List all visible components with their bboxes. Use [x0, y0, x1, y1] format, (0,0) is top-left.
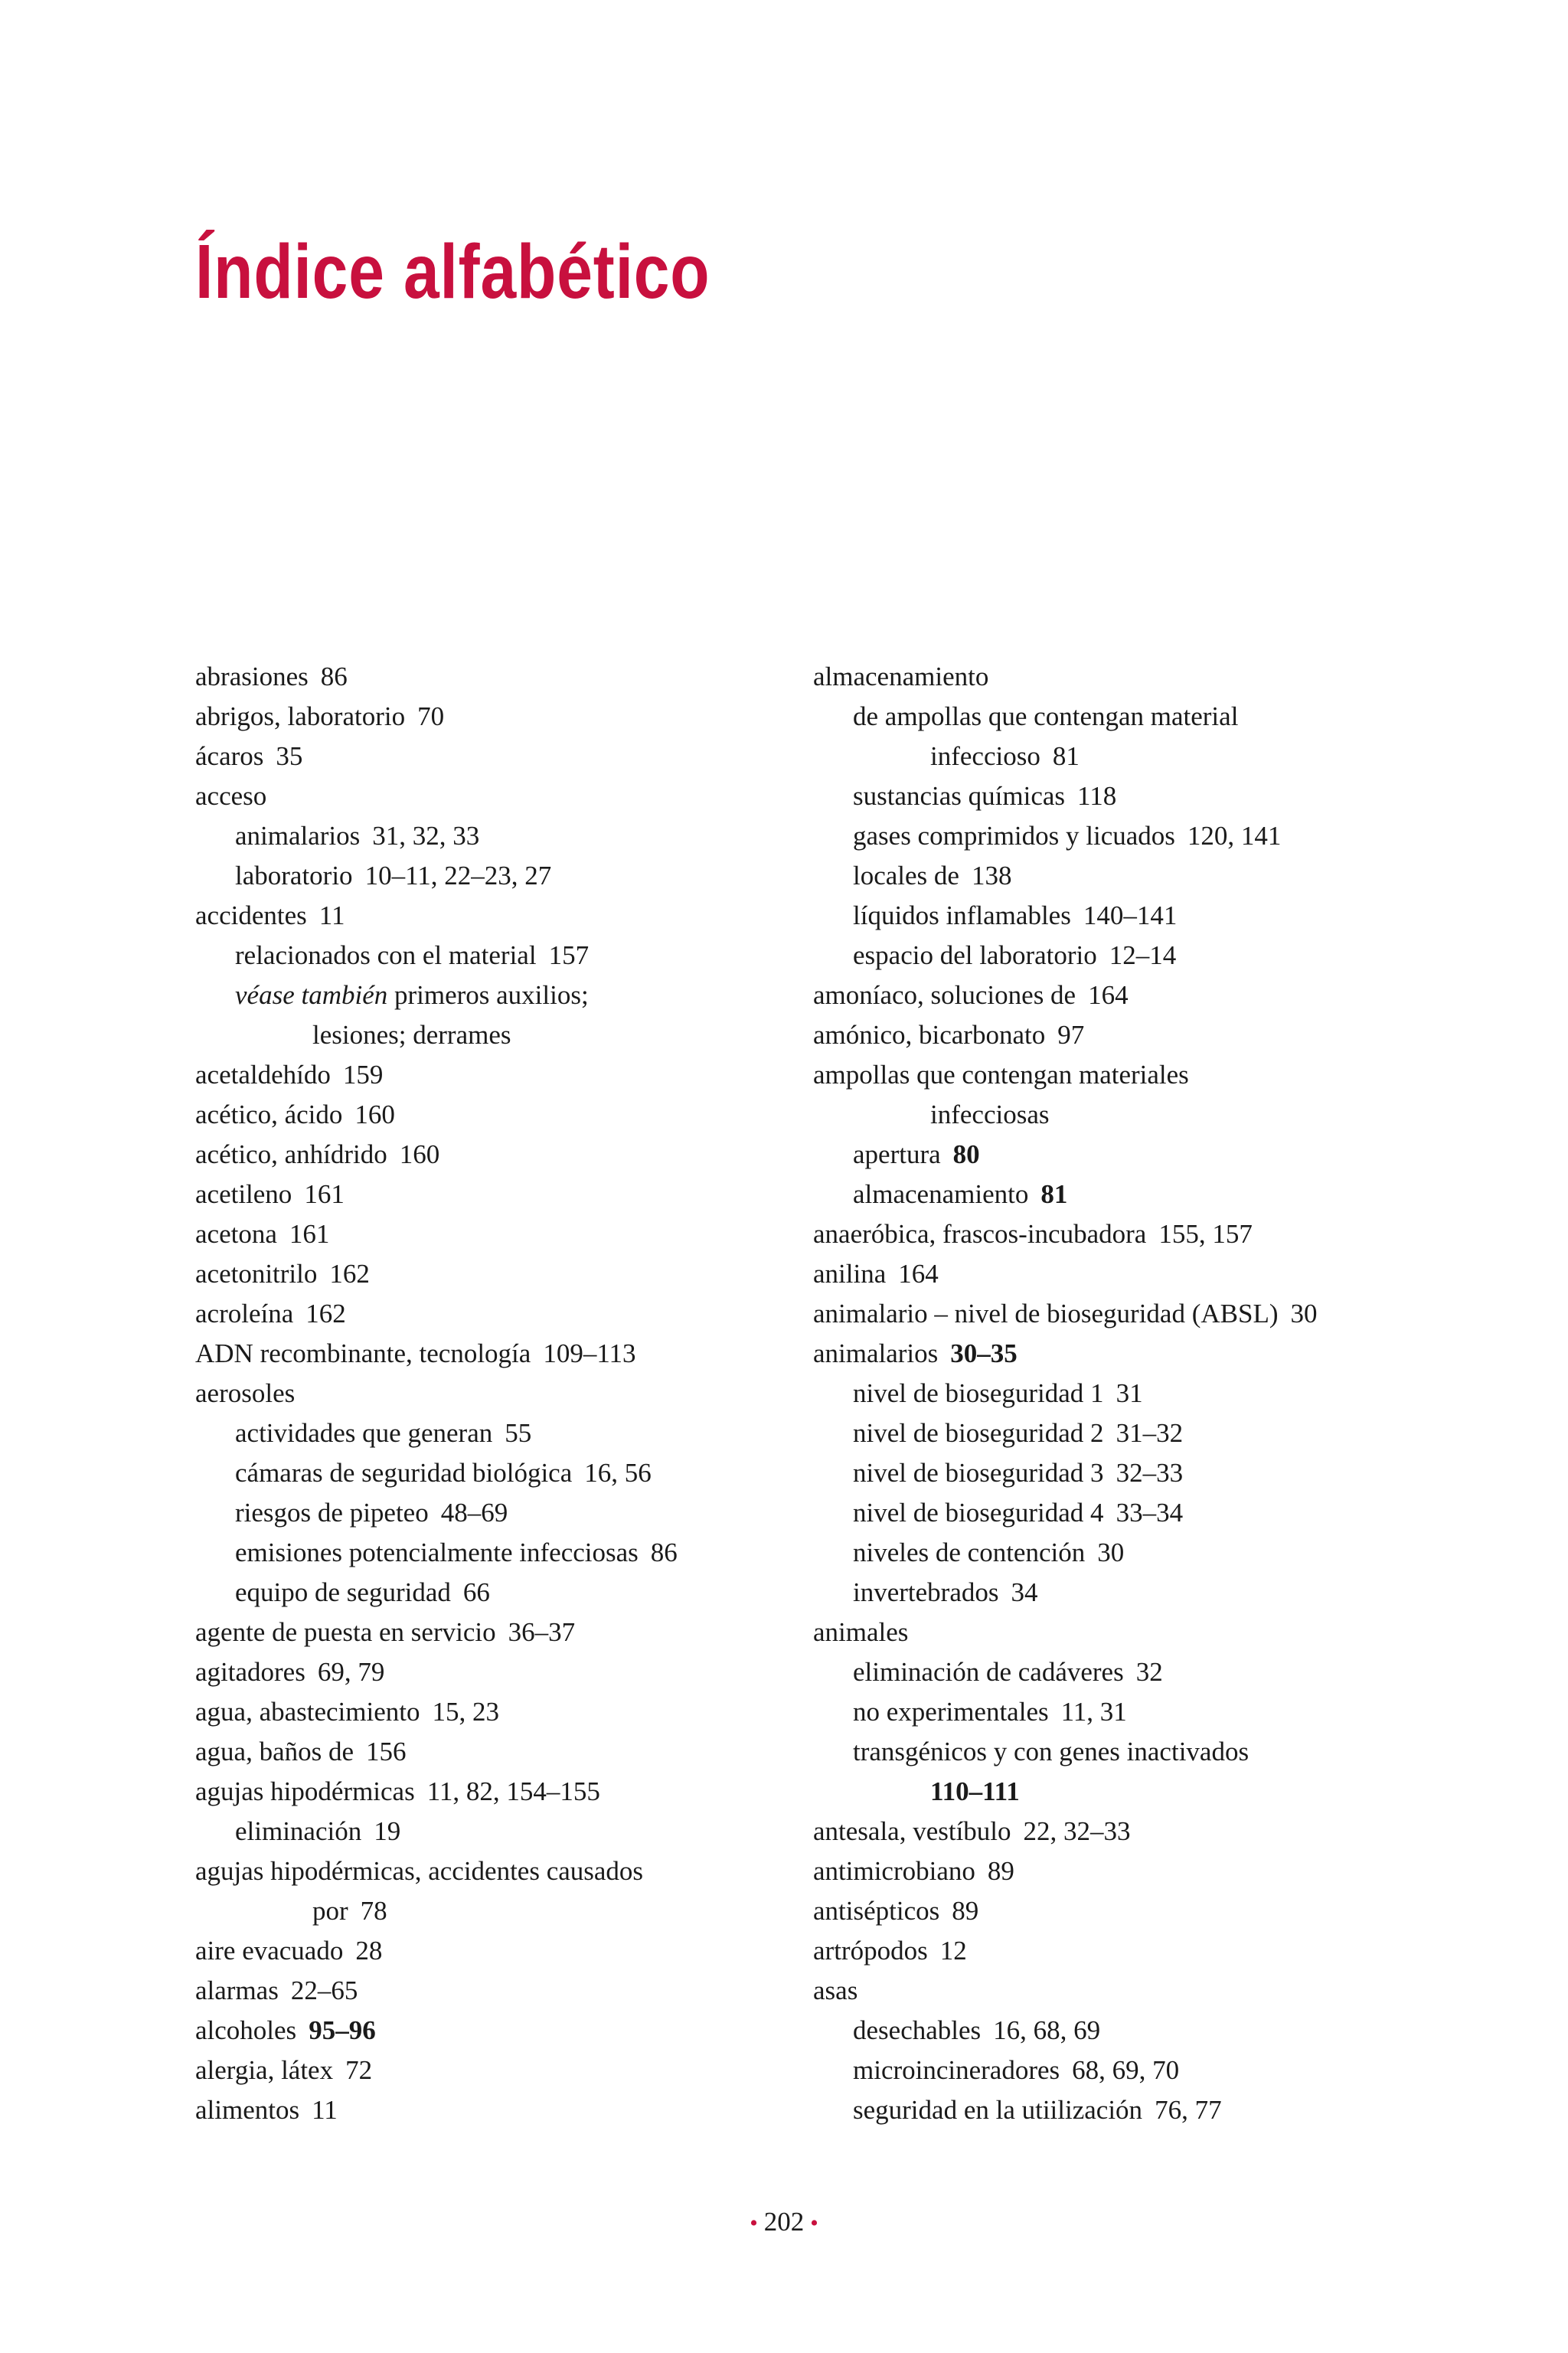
- index-term: ácaros: [195, 741, 264, 771]
- index-pages: 161: [289, 1219, 330, 1249]
- index-term: animalarios: [813, 1338, 939, 1368]
- index-pages: 89: [987, 1856, 1014, 1886]
- index-entry: [195, 1015, 792, 1055]
- index-term: actividades que generan: [235, 1418, 493, 1448]
- index-term: agua, abastecimiento: [195, 1697, 420, 1727]
- index-entry: [195, 1692, 792, 1732]
- index-pages: 109–113: [543, 1338, 636, 1368]
- index-term: animalario – nivel de bioseguridad (ABSL): [813, 1299, 1279, 1328]
- index-term: líquidos inflamables: [853, 900, 1071, 930]
- index-entry: [813, 1652, 1533, 1692]
- index-entry: [195, 1493, 792, 1533]
- index-entry: [195, 2051, 792, 2090]
- index-term: acetonitrilo: [195, 1259, 318, 1289]
- index-term: anaeróbica, frascos-incubadora: [813, 1219, 1147, 1249]
- index-pages: 81: [1052, 741, 1080, 771]
- index-term: anilina: [813, 1259, 887, 1289]
- index-pages: 28: [355, 1936, 383, 1966]
- index-term: riesgos de pipeteo: [235, 1498, 429, 1528]
- index-entry: [813, 856, 1533, 896]
- index-term: equipo de seguridad: [235, 1577, 451, 1607]
- index-term: espacio del laboratorio: [853, 940, 1097, 970]
- bullet-icon: •: [810, 2211, 818, 2236]
- index-entry: [813, 936, 1533, 976]
- index-term: nivel de bioseguridad 4: [853, 1498, 1104, 1528]
- index-entry: [195, 1812, 792, 1851]
- index-term: animalarios: [235, 821, 361, 851]
- index-term: aire evacuado: [195, 1936, 344, 1966]
- index-entry: [813, 816, 1533, 856]
- see-also-label: véase también: [235, 980, 388, 1010]
- index-term: agujas hipodérmicas: [195, 1776, 415, 1806]
- index-entry: [195, 1413, 792, 1453]
- index-pages: 160: [354, 1100, 395, 1129]
- index-term: alimentos: [195, 2095, 300, 2125]
- index-entry: [195, 697, 792, 737]
- index-pages: 55: [505, 1418, 532, 1448]
- index-term: amoníaco, soluciones de: [813, 980, 1076, 1010]
- index-term: agua, baños de: [195, 1737, 354, 1766]
- index-term: invertebrados: [853, 1577, 999, 1607]
- index-term: por: [312, 1896, 348, 1926]
- index-entry: [813, 1015, 1533, 1055]
- index-entry: [813, 697, 1533, 737]
- index-term: niveles de contención: [853, 1538, 1086, 1567]
- index-pages: 30: [1290, 1299, 1318, 1328]
- index-pages: 12–14: [1109, 940, 1177, 970]
- index-pages: 11: [318, 900, 345, 930]
- index-entry: [813, 1573, 1533, 1613]
- index-pages: 86: [320, 662, 348, 691]
- index-pages: 70: [417, 701, 445, 731]
- index-entry: [195, 1772, 792, 1812]
- index-entry: [813, 1971, 1533, 2011]
- index-pages: 157: [548, 940, 590, 970]
- index-pages: 32: [1135, 1657, 1163, 1687]
- index-term: accidentes: [195, 900, 307, 930]
- index-entry: [195, 1135, 792, 1175]
- index-pages: 68, 69, 70: [1072, 2055, 1180, 2085]
- index-entry: [813, 976, 1533, 1015]
- index-pages: 118: [1077, 781, 1117, 811]
- index-pages: 11, 82, 154–155: [426, 1776, 600, 1806]
- index-entry: [195, 1374, 792, 1413]
- index-term: abrasiones: [195, 662, 309, 691]
- index-entry: [813, 1453, 1533, 1493]
- index-pages: 164: [1088, 980, 1129, 1010]
- index-entry: [195, 1334, 792, 1374]
- index-entry: [813, 657, 1533, 697]
- index-pages: 16, 68, 69: [993, 2015, 1101, 2045]
- index-pages: 66: [462, 1577, 490, 1607]
- index-pages: 12: [939, 1936, 967, 1966]
- index-term: acetona: [195, 1219, 277, 1249]
- index-term: nivel de bioseguridad 3: [853, 1458, 1104, 1488]
- index-entry: [813, 896, 1533, 936]
- index-term: acetileno: [195, 1179, 292, 1209]
- index-pages: 164: [898, 1259, 939, 1289]
- index-entry: [195, 1971, 792, 2011]
- index-pages: 32–33: [1116, 1458, 1184, 1488]
- index-pages: 31–32: [1116, 1418, 1184, 1448]
- page-title: Índice alfabético: [195, 229, 710, 315]
- index-pages: 16, 56: [584, 1458, 652, 1488]
- index-term: locales de: [853, 861, 959, 891]
- page-number: 202: [763, 2207, 805, 2237]
- index-entry: [813, 1334, 1533, 1374]
- index-pages: 48–69: [440, 1498, 508, 1528]
- index-pages: 22, 32–33: [1023, 1816, 1131, 1846]
- index-entry: [195, 657, 792, 697]
- index-entry: [813, 1812, 1533, 1851]
- index-term: almacenamiento: [853, 1179, 1029, 1209]
- index-entry: [813, 1413, 1533, 1453]
- index-term: alarmas: [195, 1976, 279, 2005]
- index-entry: [195, 1214, 792, 1254]
- index-entry: [813, 1135, 1533, 1175]
- index-term: alcoholes: [195, 2015, 297, 2045]
- index-entry: [813, 1294, 1533, 1334]
- index-term: agujas hipodérmicas, accidentes causados: [195, 1856, 644, 1886]
- index-term: de ampollas que contengan material: [853, 701, 1239, 731]
- index-pages: 33–34: [1116, 1498, 1184, 1528]
- index-term: primeros auxilios;: [394, 980, 589, 1010]
- index-entry: [813, 1891, 1533, 1931]
- index-term: laboratorio: [235, 861, 353, 891]
- index-entry: [813, 2051, 1533, 2090]
- index-pages: 30: [1097, 1538, 1125, 1567]
- index-entry: [195, 1055, 792, 1095]
- index-entry: [195, 1851, 792, 1891]
- index-pages: 156: [366, 1737, 407, 1766]
- index-term: asas: [813, 1976, 858, 2005]
- index-pages: 15, 23: [432, 1697, 499, 1727]
- index-term: nivel de bioseguridad 2: [853, 1418, 1104, 1448]
- index-pages: 162: [305, 1299, 346, 1328]
- bullet-icon: •: [750, 2211, 758, 2236]
- index-term: eliminación: [235, 1816, 362, 1846]
- index-entry: [195, 1254, 792, 1294]
- index-entry: [195, 1732, 792, 1772]
- index-pages: 72: [345, 2055, 373, 2085]
- index-entry: [813, 1374, 1533, 1413]
- index-entry: [195, 1931, 792, 1971]
- index-term: acético, ácido: [195, 1100, 343, 1129]
- index-term: agitadores: [195, 1657, 305, 1687]
- index-term: relacionados con el material: [235, 940, 537, 970]
- index-entry: [195, 856, 792, 896]
- index-entry: [195, 1652, 792, 1692]
- index-entry: [813, 737, 1533, 776]
- index-entry: [195, 1175, 792, 1214]
- index-pages: 110–111: [930, 1776, 1020, 1806]
- index-term: seguridad en la utiilización: [853, 2095, 1143, 2125]
- index-entry: [195, 1573, 792, 1613]
- index-entry: [195, 2090, 792, 2130]
- index-entry: [813, 1214, 1533, 1254]
- index-term: emisiones potencialmente infecciosas: [235, 1538, 639, 1567]
- index-entry: [195, 1095, 792, 1135]
- index-term: sustancias químicas: [853, 781, 1066, 811]
- index-pages: 162: [329, 1259, 370, 1289]
- index-pages: 30–35: [950, 1338, 1018, 1368]
- index-pages: 11: [312, 2095, 338, 2125]
- index-term: acetaldehído: [195, 1060, 331, 1090]
- index-pages: 35: [276, 741, 303, 771]
- index-term: infeccioso: [930, 741, 1040, 771]
- index-term: transgénicos y con genes inactivados: [853, 1737, 1250, 1766]
- index-pages: 31: [1116, 1378, 1143, 1408]
- page-folio: [0, 2202, 1568, 2244]
- index-pages: 159: [342, 1060, 384, 1090]
- index-column-left: [195, 657, 792, 2130]
- index-term: lesiones; derrames: [312, 1020, 511, 1050]
- index-term: acceso: [195, 781, 267, 811]
- index-term: abrigos, laboratorio: [195, 701, 406, 731]
- index-pages: 155, 157: [1158, 1219, 1253, 1249]
- index-pages: 120, 141: [1187, 821, 1282, 851]
- index-pages: 10–11, 22–23, 27: [364, 861, 552, 891]
- index-pages: 22–65: [290, 1976, 358, 2005]
- index-entry: [813, 1493, 1533, 1533]
- index-entry: [195, 1533, 792, 1573]
- index-pages: 81: [1040, 1179, 1068, 1209]
- index-term: nivel de bioseguridad 1: [853, 1378, 1104, 1408]
- index-term: ampollas que contengan materiales: [813, 1060, 1189, 1090]
- index-entry: [195, 2011, 792, 2051]
- index-pages: 140–141: [1083, 900, 1178, 930]
- index-pages: 86: [650, 1538, 678, 1567]
- index-pages: 78: [360, 1896, 387, 1926]
- index-entry: [813, 1692, 1533, 1732]
- index-term: cámaras de seguridad biológica: [235, 1458, 573, 1488]
- index-entry: [195, 976, 792, 1015]
- index-term: agente de puesta en servicio: [195, 1617, 496, 1647]
- index-entry: [813, 1254, 1533, 1294]
- index-entry: [195, 896, 792, 936]
- index-entry: [195, 936, 792, 976]
- index-term: aerosoles: [195, 1378, 296, 1408]
- index-entry: [195, 737, 792, 776]
- index-column-right: [813, 657, 1533, 2130]
- index-term: desechables: [853, 2015, 982, 2045]
- index-pages: 11, 31: [1060, 1697, 1127, 1727]
- index-entry: [195, 1294, 792, 1334]
- index-entry: [813, 1533, 1533, 1573]
- index-entry: [813, 1772, 1533, 1812]
- index-term: antisépticos: [813, 1896, 940, 1926]
- index-term: microincineradores: [853, 2055, 1060, 2085]
- index-entry: [813, 1613, 1533, 1652]
- index-pages: 97: [1057, 1020, 1085, 1050]
- index-term: ADN recombinante, tecnología: [195, 1338, 531, 1368]
- index-term: alergia, látex: [195, 2055, 334, 2085]
- index-entry: [813, 1175, 1533, 1214]
- index-pages: 76, 77: [1155, 2095, 1222, 2125]
- index-term: infecciosas: [930, 1100, 1050, 1129]
- index-term: acético, anhídrido: [195, 1139, 387, 1169]
- index-pages: 138: [971, 861, 1012, 891]
- index-term: animales: [813, 1617, 909, 1647]
- index-entry: [813, 1732, 1533, 1772]
- index-pages: 36–37: [508, 1617, 576, 1647]
- index-entry: [195, 1891, 792, 1931]
- index-pages: 34: [1011, 1577, 1038, 1607]
- index-entry: [813, 1095, 1533, 1135]
- index-term: antimicrobiano: [813, 1856, 975, 1886]
- index-pages: 19: [374, 1816, 401, 1846]
- index-term: amónico, bicarbonato: [813, 1020, 1046, 1050]
- index-pages: 31, 32, 33: [372, 821, 480, 851]
- index-entry: [813, 2090, 1533, 2130]
- index-entry: [813, 1851, 1533, 1891]
- index-pages: 80: [952, 1139, 980, 1169]
- index-entry: [195, 1613, 792, 1652]
- index-term: eliminación de cadáveres: [853, 1657, 1124, 1687]
- index-term: antesala, vestíbulo: [813, 1816, 1011, 1846]
- index-entry: [195, 816, 792, 856]
- index-term: artrópodos: [813, 1936, 928, 1966]
- index-term: gases comprimidos y licuados: [853, 821, 1175, 851]
- index-entry: [813, 2011, 1533, 2051]
- index-entry: [195, 776, 792, 816]
- index-term: almacenamiento: [813, 662, 989, 691]
- index-pages: 161: [304, 1179, 345, 1209]
- index-pages: 160: [399, 1139, 440, 1169]
- index-entry: [195, 1453, 792, 1493]
- index-entry: [813, 1055, 1533, 1095]
- index-term: apertura: [853, 1139, 941, 1169]
- index-entry: [813, 1931, 1533, 1971]
- index-term: no experimentales: [853, 1697, 1049, 1727]
- index-pages: 89: [952, 1896, 979, 1926]
- index-pages: 69, 79: [317, 1657, 385, 1687]
- index-entry: [813, 776, 1533, 816]
- index-pages: 95–96: [309, 2015, 376, 2045]
- index-term: acroleína: [195, 1299, 294, 1328]
